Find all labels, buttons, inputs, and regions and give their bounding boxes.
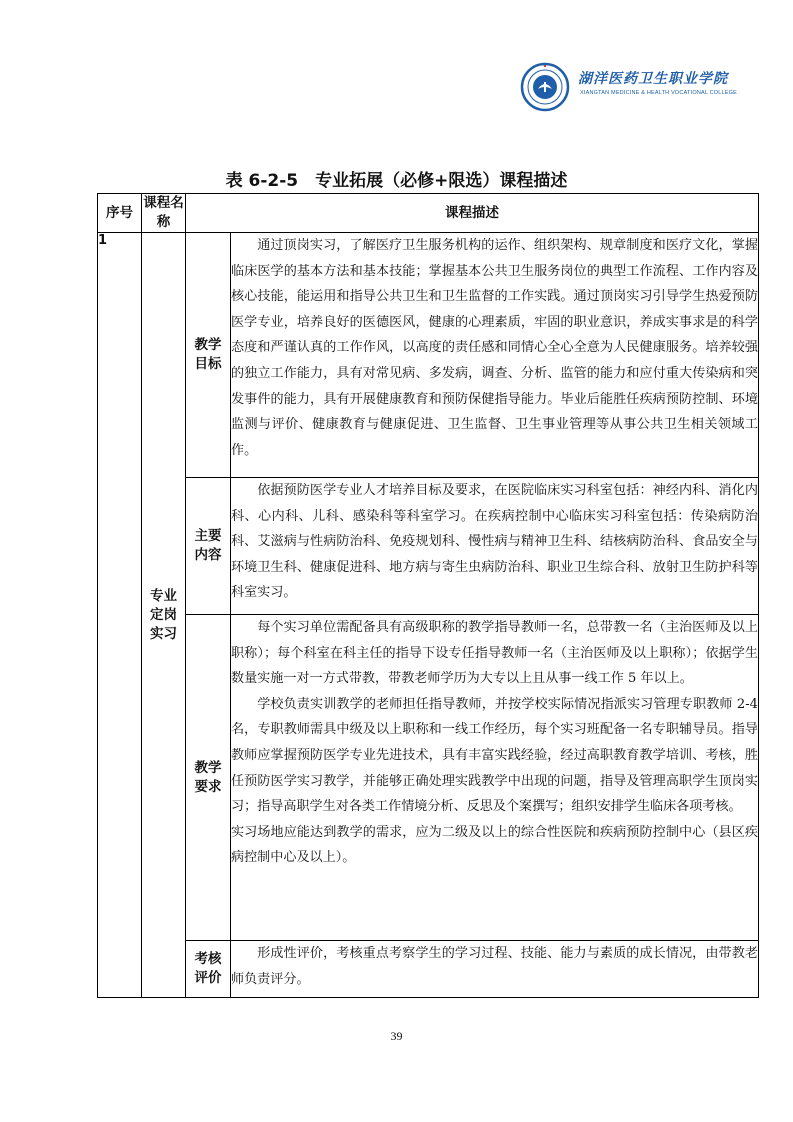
table-row (98, 233, 759, 478)
table-title: 表 6-2-5 专业拓展（必修+限选）课程描述 (225, 171, 568, 191)
paragraph: 每个实习单位需配备具有高级职称的教学指导教师一名，总带教一名（主治医师及以上职称）；每个科室在科主任的指导下设专任指导教师一名（主治医师及以上职称）；依据学生数量实施一对一方式带教，带教老师学历为大专以上且从事一线工作 5 年以上。 (231, 620, 758, 687)
college-name-cn: 湖洋医药卫生职业学院 (578, 71, 728, 87)
section-text-requirement (231, 615, 759, 941)
section-text-goal (231, 233, 759, 478)
section-label-assessment: 考核评价 (186, 941, 231, 998)
page-number: 39 (390, 1029, 403, 1043)
header-seq: 序号 (98, 194, 142, 233)
table-row (98, 941, 759, 998)
paragraph: 实习场地应能达到教学的需求，应为二级及以上的综合性医院和疾病预防控制中心（县区疾病控制中心及以上）。 (231, 824, 758, 866)
paragraph: 依据预防医学专业人才培养目标及要求，在医院临床实习科室包括：神经内科、消化内科、心内科、儿科、感染科等科室学习。在疾病控制中心临床实习科室包括：传染病防治科、艾滋病与性病防治科、免疫规划科、慢性病与精神卫生科、结核病防治科、食品安全与环境卫生科、健康促进科、地方病与寄生虫病防治科、职业卫生综合科、放射卫生防护科等科室实习。 (231, 483, 758, 601)
section-label-goal: 教学目标 (186, 233, 231, 478)
paragraph: 形成性评价，考核重点考察学生的学习过程、技能、能力与素质的成长情况，由带教老师负责评分。 (231, 946, 758, 987)
header-course-description: 课程描述 (186, 194, 759, 233)
paragraph: 通过顶岗实习，了解医疗卫生服务机构的运作、组织架构、规章制度和医疗文化，掌握临床医学的基本方法和基本技能；掌握基本公共卫生服务岗位的典型工作流程、工作内容及核心技能，能运用和指导公共卫生和卫生监督的工作实践。通过顶岗实习引导学生热爱预防医学专业，培养良好的医德医风，健康的心理素质，牢固的职业意识，养成实事求是的科学态度和严谨认真的工作作风，以高度的责任感和同情心全心全意为人民健康服务。培养较强的独立工作能力，具有对常见病、多发病，调查、分析、监管的能力和应付重大传染病和突发事件的能力，具有开展健康教育和预防保健指导能力。毕业后能胜任疾病预防控制、环境监测与评价、健康教育与健康促进、卫生监督、卫生事业管理等从事公共卫生相关领域工作。 (231, 238, 758, 458)
paragraph: 学校负责实训教学的老师担任指导教师，并按学校实际情况指派实习管理专职教师 2-4 名，专职教师需具中级及以上职称和一线工作经历，每个实习班配备一名专职辅导员。指导教师应掌握预防医学专业先进技术，具有丰富实践经验，经过高职教育教学培训、考核，胜任预防医学实习教学，并能够正确处理实践教学中出现的问题，指导及管理高职学生顶岗实习；指导高职学生对各类工作情境分析、反思及个案撰写；组织安排学生临床各项考核。 (231, 696, 758, 815)
section-text-assessment (231, 941, 759, 998)
course-description-table (97, 193, 759, 998)
header-course-name: 课程名称 (142, 194, 186, 233)
table-row (98, 478, 759, 615)
college-logo (520, 62, 738, 112)
college-emblem-icon (520, 62, 570, 112)
section-label-requirement: 教学要求 (186, 615, 231, 941)
section-label-content: 主要内容 (186, 478, 231, 615)
table-header-row (98, 194, 759, 233)
section-text-content (231, 478, 759, 615)
college-name-en: XIANGTAN MEDICINE & HEALTH VOCATIONAL COLLEGE (580, 90, 738, 96)
row-seq: 1 (98, 233, 142, 998)
table-row (98, 615, 759, 941)
course-name: 专业定岗实习 (142, 233, 186, 998)
